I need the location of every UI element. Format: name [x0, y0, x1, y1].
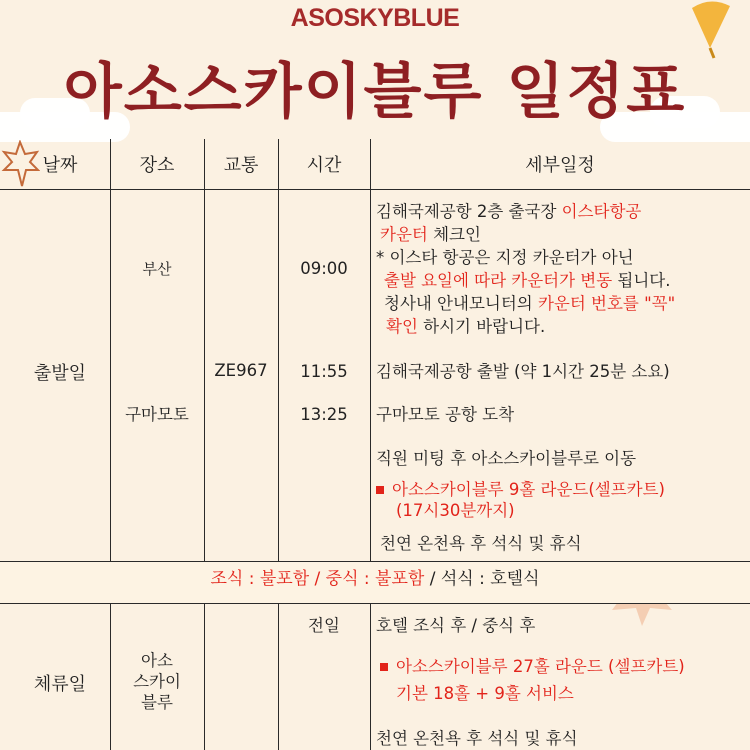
- header-transport: 교통: [223, 155, 259, 176]
- bullet-square-icon: [376, 486, 384, 494]
- col-divider-2: [204, 139, 205, 561]
- header-date: 날짜: [42, 155, 78, 176]
- detail-line-5: 청사내 안내모니터의 카운터 번호를 "꼭": [384, 294, 676, 313]
- day1-place-destination: 구마모토: [125, 405, 189, 424]
- table-line-mid2-over: [0, 603, 750, 604]
- col-divider-3: [278, 139, 279, 561]
- day1-time-depart: 11:55: [300, 362, 348, 381]
- header-time: 시간: [306, 155, 342, 176]
- day1-date: 출발일: [33, 363, 87, 384]
- bullet-square-icon: [380, 663, 388, 671]
- header-detail: 세부일정: [525, 155, 595, 176]
- day2-detail-2: 아소스카이블루 27홀 라운드 (셀프카트): [380, 656, 685, 678]
- table-line-mid1-over: [0, 561, 750, 562]
- detail-line-8: 구마모토 공항 도착: [376, 405, 515, 424]
- col-divider-1: [110, 139, 111, 561]
- day2-place-line2: 스카이: [133, 672, 181, 691]
- detail-line-12: 천연 온천욕 후 석식 및 휴식: [380, 534, 582, 553]
- detail-line-1: 김해국제공항 2층 출국장 이스타항공: [376, 202, 642, 221]
- day2-detail-1: 호텔 조식 후 / 중식 후: [376, 616, 536, 635]
- day2-detail-3: 기본 18홀 + 9홀 서비스: [396, 684, 574, 703]
- day1-time-checkin: 09:00: [300, 259, 348, 278]
- day1-time-arrive: 13:25: [300, 405, 348, 424]
- detail-line-4: 출발 요일에 따라 카운터가 변동 됩니다.: [384, 271, 671, 290]
- col-divider-2b: [204, 603, 205, 750]
- table-line-top: [0, 189, 750, 190]
- page-title: 아소스카이블루 일정표: [63, 57, 687, 127]
- detail-line-6: 확인 하시기 바랍니다.: [386, 317, 546, 336]
- day2-detail-4: 천연 온천욕 후 석식 및 휴식: [376, 729, 578, 748]
- detail-line-11: (17시30분까지): [396, 501, 515, 520]
- day2-date: 체류일: [33, 674, 87, 695]
- day2-place-line1: 아소: [141, 651, 173, 670]
- header-place: 장소: [139, 155, 175, 176]
- day1-flight: ZE967: [214, 361, 268, 380]
- col-divider-4b: [370, 603, 371, 750]
- col-divider-4: [370, 139, 371, 561]
- day2-place-line3: 블루: [141, 693, 173, 712]
- day1-place-origin: 부산: [142, 260, 172, 278]
- detail-line-2: 카운터 체크인: [380, 225, 481, 244]
- detail-line-10: 아소스카이블루 9홀 라운드(셀프카트): [376, 479, 665, 501]
- detail-line-3: * 이스타 항공은 지정 카운터가 아닌: [376, 248, 634, 267]
- brand-name: ASOSKYBLUE: [290, 4, 460, 32]
- detail-line-9: 직원 미팅 후 아소스카이블루로 이동: [376, 449, 637, 468]
- day2-time: 전일: [308, 616, 340, 635]
- detail-line-7: 김해국제공항 출발 (약 1시간 25분 소요): [376, 362, 670, 381]
- meal-info: 조식 : 불포함 / 중식 : 불포함 / 석식 : 호텔식: [210, 569, 540, 589]
